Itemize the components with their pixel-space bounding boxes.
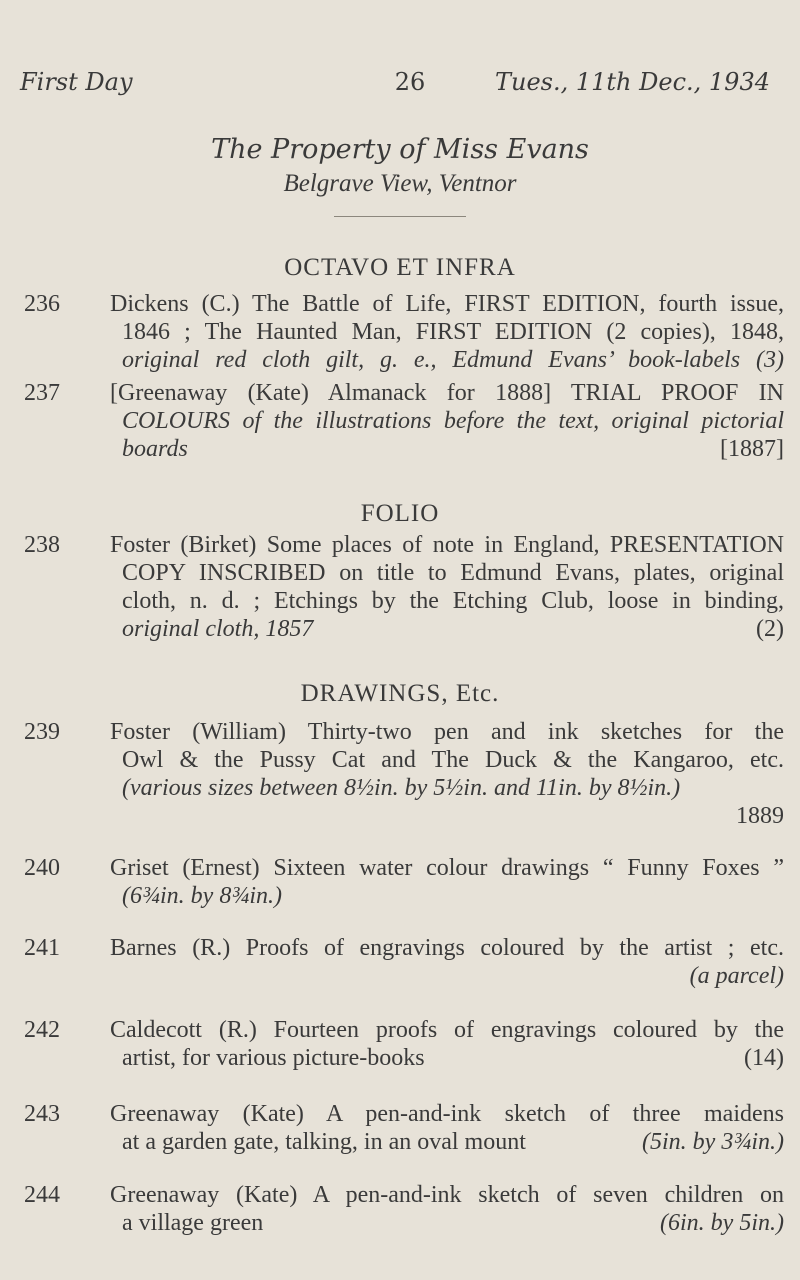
- lot-line: boards: [122, 436, 188, 462]
- property-title: The Property of Miss Evans: [211, 134, 589, 165]
- lot-line: COPY INSCRIBED on title to Edmund Evans, plates, original: [122, 560, 784, 586]
- lot-description: [110, 1016, 784, 1072]
- lot-240: [24, 854, 784, 918]
- lot-number: 240: [24, 855, 60, 881]
- lot-date: 1889: [736, 803, 784, 829]
- lot-description: [110, 379, 784, 463]
- lot-243: [24, 1100, 784, 1164]
- divider-rule: [334, 216, 466, 217]
- lot-date: [1887]: [720, 436, 784, 462]
- property-address: Belgrave View, Ventnor: [283, 170, 517, 197]
- running-head: [20, 68, 780, 98]
- lot-number: 243: [24, 1101, 60, 1127]
- lot-line: at a garden gate, talking, in an oval mount: [122, 1129, 526, 1155]
- page-number: 26: [394, 68, 426, 96]
- section-heading-octavo: OCTAVO ET INFRA: [284, 254, 516, 281]
- lot-line: COLOURS of the illustrations before the text, original pictorial: [122, 408, 784, 434]
- lot-line: Dickens (C.) The Battle of Life, FIRST EDITION, fourth issue,: [110, 291, 784, 317]
- lot-dimensions: (6in. by 5in.): [660, 1210, 784, 1236]
- lot-239: [24, 718, 784, 838]
- lot-description: [110, 290, 784, 374]
- lot-line: Caldecott (R.) Fourteen proofs of engravings coloured by the: [110, 1017, 784, 1043]
- lot-quantity: (14): [744, 1045, 784, 1071]
- lot-line: artist, for various picture-books: [122, 1045, 425, 1071]
- lot-number: 236: [24, 291, 60, 317]
- lot-line: (6¾in. by 8¾in.): [122, 883, 282, 909]
- lot-description: [110, 854, 784, 910]
- lot-line: original cloth, 1857: [122, 616, 314, 642]
- lot-236: [24, 290, 784, 380]
- lot-line: Foster (William) Thirty-two pen and ink sketches for the: [110, 719, 784, 745]
- lot-line: Greenaway (Kate) A pen-and-ink sketch of three maidens: [110, 1101, 784, 1127]
- lot-number: 239: [24, 719, 60, 745]
- lot-description: [110, 1100, 784, 1156]
- lot-line: (a parcel): [689, 963, 784, 989]
- lot-dimensions: (5in. by 3¾in.): [642, 1129, 784, 1155]
- lot-number: 237: [24, 380, 60, 406]
- lot-line: Barnes (R.) Proofs of engravings coloured by the artist ; etc.: [110, 935, 784, 961]
- lot-line: original red cloth gilt, g. e., Edmund Evans’ book-labels (3): [122, 347, 784, 373]
- sale-day: First Day: [20, 68, 133, 96]
- lot-line: Griset (Ernest) Sixteen water colour drawings “ Funny Foxes ”: [110, 855, 784, 881]
- lot-description: [110, 934, 784, 990]
- lot-number: 244: [24, 1182, 60, 1208]
- lot-line: (various sizes between 8½in. by 5½in. and 11in. by 8½in.): [122, 775, 681, 801]
- section-heading-drawings: DRAWINGS, Etc.: [300, 680, 500, 707]
- lot-line: 1846 ; The Haunted Man, FIRST EDITION (2 copies), 1848,: [122, 319, 784, 345]
- lot-line: a village green: [122, 1210, 264, 1236]
- lot-number: 241: [24, 935, 60, 961]
- lot-line: Owl & the Pussy Cat and The Duck & the Kangaroo, etc.: [122, 747, 784, 773]
- lot-description: [110, 1181, 784, 1237]
- lot-quantity: (2): [756, 616, 784, 642]
- sale-date: Tues., 11th Dec., 1934: [495, 68, 770, 96]
- section-heading-folio: FOLIO: [360, 500, 440, 527]
- lot-242: [24, 1016, 784, 1080]
- lot-number: 238: [24, 532, 60, 558]
- lot-237: [24, 379, 784, 469]
- lot-238: [24, 531, 784, 651]
- lot-line: [Greenaway (Kate) Almanack for 1888] TRIAL PROOF IN: [110, 380, 784, 406]
- lot-line: Greenaway (Kate) A pen-and-ink sketch of seven children on: [110, 1182, 784, 1208]
- lot-line: cloth, n. d. ; Etchings by the Etching Club, loose in binding,: [122, 588, 784, 614]
- lot-241: [24, 934, 784, 998]
- lot-244: [24, 1181, 784, 1245]
- lot-description: [110, 531, 784, 643]
- lot-description: [110, 718, 784, 830]
- lot-number: 242: [24, 1017, 60, 1043]
- lot-line: Foster (Birket) Some places of note in England, PRESENTATION: [110, 532, 784, 558]
